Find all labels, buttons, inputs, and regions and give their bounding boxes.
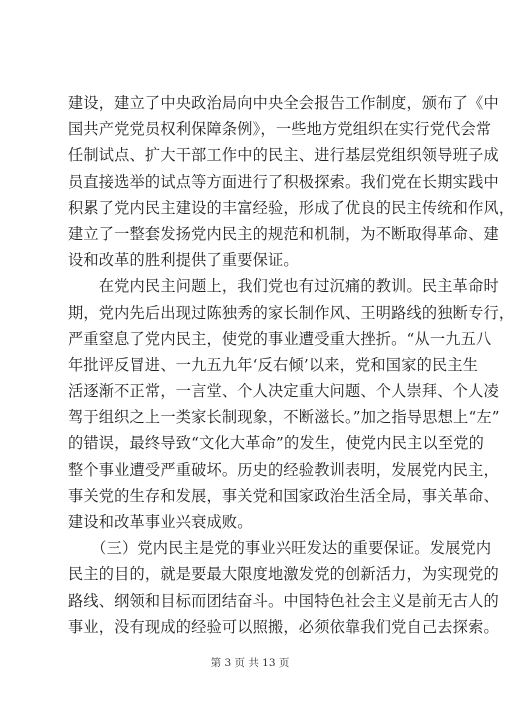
text-line: 驾于组织之上一类家长制现象，不断滋长。”加之指导思想上“左”: [68, 408, 500, 427]
text-line: 设和改革的胜利提供了重要保证。: [68, 251, 299, 270]
text-line: 积累了党内民主建设的丰富经验，形成了优良的民主传统和作风，: [68, 198, 514, 217]
text-line: 年批评反冒进、一九五九年‘反右倾’以来，党和国家的民主生: [68, 355, 479, 374]
text-line: 建设，建立了中央政治局向中央全会报告工作制度，颁布了《中: [68, 94, 499, 112]
text-line: 严重窒息了党内民主，使党的事业遭受重大挫折。“从一九五八: [68, 329, 492, 348]
text-line: 员直接选举的试点等方面进行了积极探索。我们党在长期实践中: [68, 172, 499, 191]
text-line: 国共产党党员权利保障条例》，一些地方党组织在实行党代会常: [68, 120, 492, 139]
text-line: 建立了一整套发扬党内民主的规范和机制，为不断取得革命、建: [68, 224, 499, 243]
text-line: 任制试点、扩大干部工作中的民主、进行基层党组织领导班子成: [68, 146, 499, 165]
text-line: 事关党的生存和发展，事关党和国家政治生活全局，事关革命、: [68, 486, 499, 505]
text-line: 在党内民主问题上，我们党也有过沉痛的教训。民主革命时: [68, 277, 499, 296]
page-number-footer: 第 3 页 共 13 页: [210, 657, 290, 669]
text-line: 建设和改革事业兴衰成败。: [68, 513, 253, 531]
text-line: 整个事业遭受严重破坏。历史的经验教训表明，发展党内民主，: [68, 460, 499, 479]
document-body: [68, 90, 514, 640]
text-line: 活逐渐不正常，一言堂、个人决定重大问题、个人崇拜、个人凌: [68, 382, 499, 401]
text-line: 民主的目的，就是要最大限度地激发党的创新活力，为实现党的: [68, 565, 499, 584]
text-line: （三）党内民主是党的事业兴旺发达的重要保证。发展党内: [68, 539, 492, 558]
text-line: 路线、纲领和目标而团结奋斗。中国特色社会主义是前无古人的: [68, 591, 499, 610]
text-line: 期，党内先后出现过陈独秀的家长制作风、王明路线的独断专行，: [68, 303, 514, 322]
text-line: 事业，没有现成的经验可以照搬，必须依靠我们党自己去探索。: [68, 617, 499, 636]
text-line: 的错误，最终导致“文化大革命”的发生，使党内民主以至党的: [68, 434, 485, 453]
